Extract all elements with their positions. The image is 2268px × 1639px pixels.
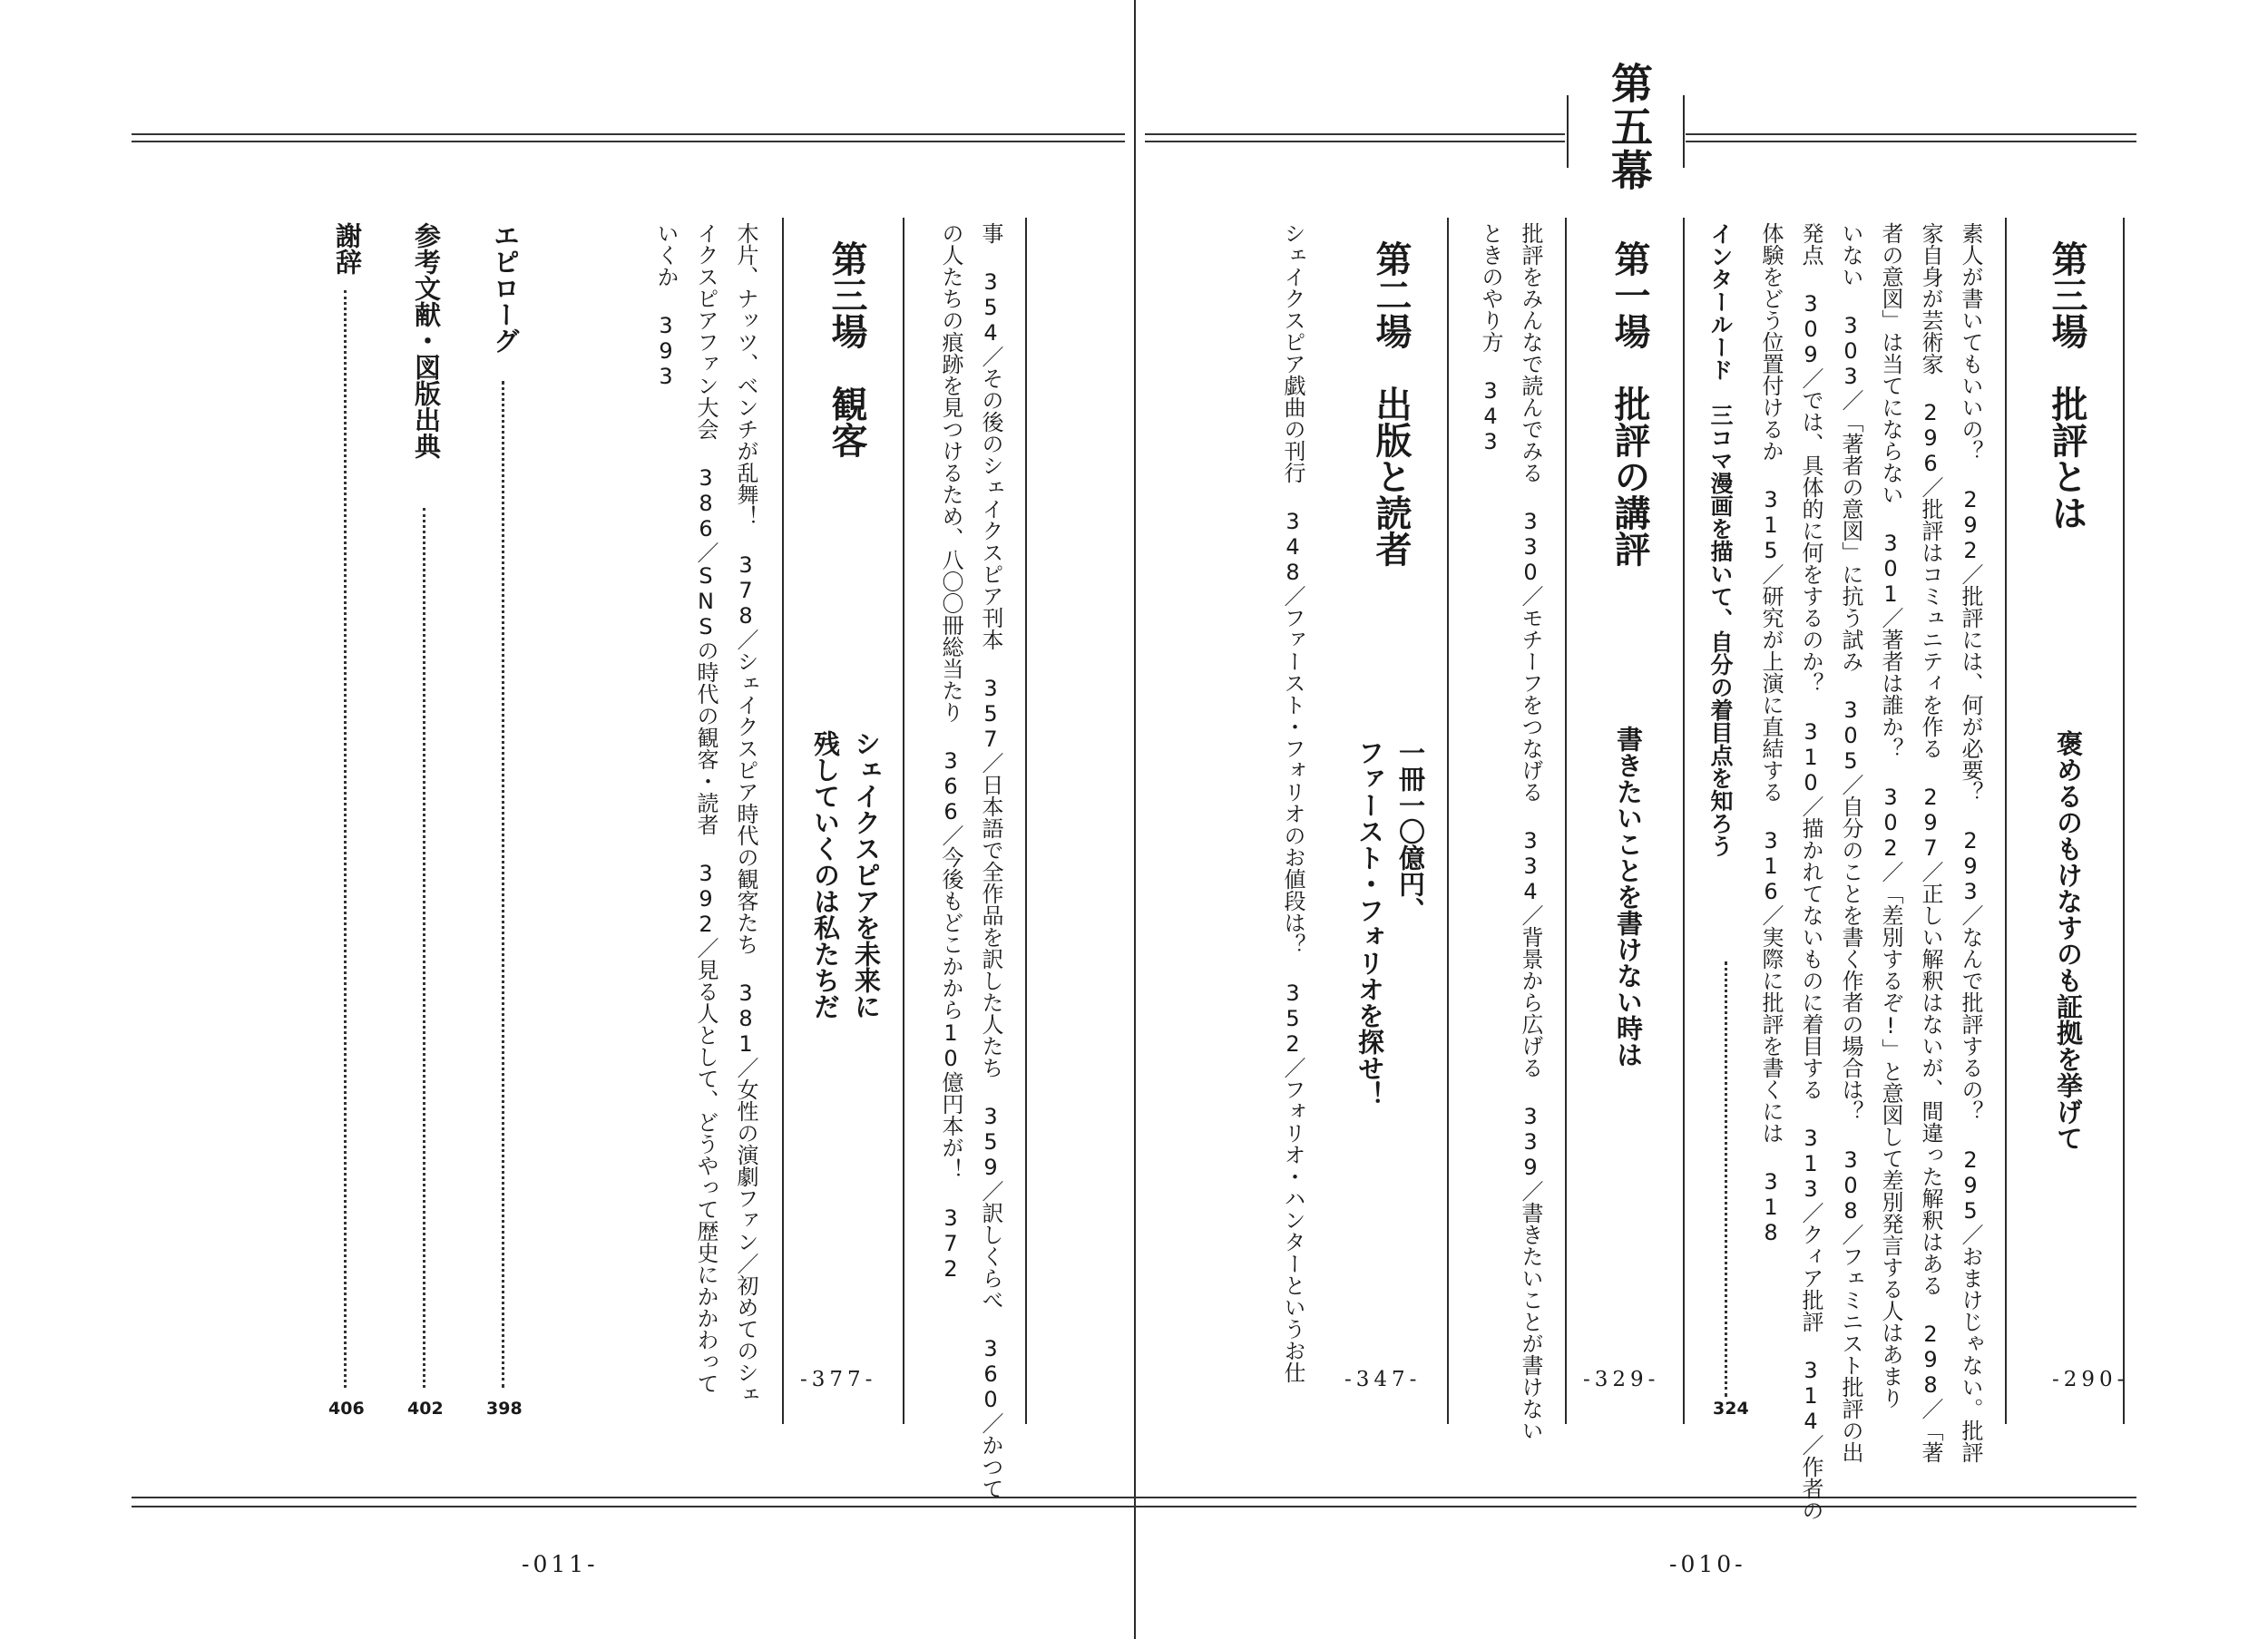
epilogue-page: 398 [486, 1399, 523, 1419]
top-rule-left-a [132, 133, 1125, 135]
toc-line: 事 354／その後のシェイクスピア刊本 357／日本語で全作品を訳した人たち 359／訳しくらべ 360／かつて [978, 222, 1003, 1499]
divider-2 [2005, 218, 2007, 1424]
toc-line: いくか 393 [653, 222, 679, 389]
references-leader [423, 508, 425, 1388]
scene-subtitle-kankyaku-2: 残していくのは私たちだ [810, 730, 841, 1019]
act-title: 第五幕 [1605, 62, 1654, 192]
toc-line: 批評をみんなで読んでみる 330／モチーフをつなげる 334／背景から広げる 339／書きたいことが書けない [1518, 222, 1543, 1441]
interlude-page: 324 [1713, 1399, 1749, 1419]
divider-3 [1683, 218, 1685, 1424]
toc-line: 家自身が芸術家 296／批評はコミュニティを作る 297／正しい解釈はないが、間違った解釈はある 298／「著 [1918, 222, 1943, 1463]
divider-8 [782, 218, 784, 1424]
scene-title-shuppan: 第二場 出版と読者 [1370, 240, 1412, 567]
divider-4 [1565, 218, 1567, 1424]
divider-7 [903, 218, 904, 1424]
interlude-leader [1725, 961, 1727, 1397]
back-matter-epilogue: エピローグ [490, 222, 521, 354]
toc-line: イクスピアファン大会 386／SNSの時代の観客・読者 392／見る人として、どうやって歴史にかかわって [693, 222, 719, 1394]
folio-left: -011- [522, 1551, 599, 1577]
top-rule-right-c [1686, 133, 2136, 135]
scene-subtitle-shuppan-2: ファースト・フォリオを探せ！ [1354, 739, 1385, 1107]
scene-page-377: -377- [800, 1368, 877, 1391]
scene-page-290: -290- [2052, 1368, 2129, 1391]
act-box-left [1567, 95, 1569, 168]
back-matter-references: 参考文献・図版出典 [411, 222, 442, 459]
scene-subtitle-hihyo-towa: 褒めるのもけなすのも証拠を挙げて [2053, 730, 2084, 1151]
toc-line: ときのやり方 343 [1478, 222, 1503, 454]
epilogue-leader [502, 381, 504, 1388]
bottom-rule-b [132, 1506, 2136, 1507]
top-rule-right-b [1145, 141, 1565, 142]
toc-line: 木片、ナッツ、ベンチが乱舞！ 378／シェイクスピア時代の観客たち 381／女性の演劇ファン／初めてのシェ [733, 222, 758, 1405]
toc-line: 発点 309／では、具体的に何をするのか？ 310／描かれてないものに着目する 313／クィア批評 314／作者の [1798, 222, 1823, 1521]
scene-title-hihyo-towa: 第三場 批評とは [2046, 240, 2087, 531]
toc-line: 体験をどう位置付けるか 315／研究が上演に直結する 316／実際に批評を書くには 318 [1758, 222, 1784, 1245]
toc-line: いない 303／「著者の意図」に抗う試み 305／自分のことを書く作者の場合は？ 308／フェミニスト批評の出 [1838, 222, 1863, 1463]
acknowledgements-page: 406 [328, 1399, 365, 1419]
toc-line: 者の意図」は当てにならない 301／著者は誰か？ 302／「差別するぞ!」と意図して差別発言する人はあまり [1878, 222, 1903, 1409]
back-matter-acknowledgements: 謝辞 [332, 222, 363, 275]
acknowledgements-leader [344, 290, 347, 1388]
top-rule-left-b [132, 141, 1125, 142]
divider-1 [2123, 218, 2125, 1424]
divider-6 [1025, 218, 1027, 1424]
scene-subtitle-shuppan-1: 一冊一〇億円、 [1395, 739, 1426, 923]
bottom-rule-a [132, 1497, 2136, 1498]
interlude-title: インタールード 三コマ漫画を描いて、自分の着目点を知ろう [1707, 222, 1734, 857]
scene-subtitle-hihyo-kohyo: 書きたいことを書けない時は [1613, 726, 1644, 1068]
scene-title-kankyaku: 第三場 観客 [826, 240, 867, 458]
divider-5 [1447, 218, 1449, 1424]
toc-line: 素人が書いてもいいの？ 292／批評には、何が必要？ 293／なんで批評するの？ 295／おまけじゃない。批評 [1958, 222, 1983, 1463]
top-rule-right-d [1686, 141, 2136, 142]
toc-line: シェイクスピア戯曲の刊行 348／ファースト・フォリオのお値段は？ 352／フォリオ・ハンターというお仕 [1280, 222, 1305, 1383]
scene-page-329: -329- [1583, 1368, 1660, 1391]
top-rule-right-a [1145, 133, 1565, 135]
book-gutter [1134, 0, 1136, 1639]
scene-subtitle-kankyaku-1: シェイクスピアを未来に [851, 730, 882, 1019]
folio-right: -010- [1669, 1551, 1746, 1577]
references-page: 402 [407, 1399, 444, 1419]
toc-line: の人たちの痕跡を見つけるため、八〇〇冊総当たり 366／今後もどこかから10億円本が！ 372 [938, 222, 963, 1282]
scene-page-347: -347- [1344, 1368, 1422, 1391]
scene-title-hihyo-kohyo: 第一場 批評の講評 [1608, 240, 1650, 567]
act-box-right [1683, 95, 1685, 168]
